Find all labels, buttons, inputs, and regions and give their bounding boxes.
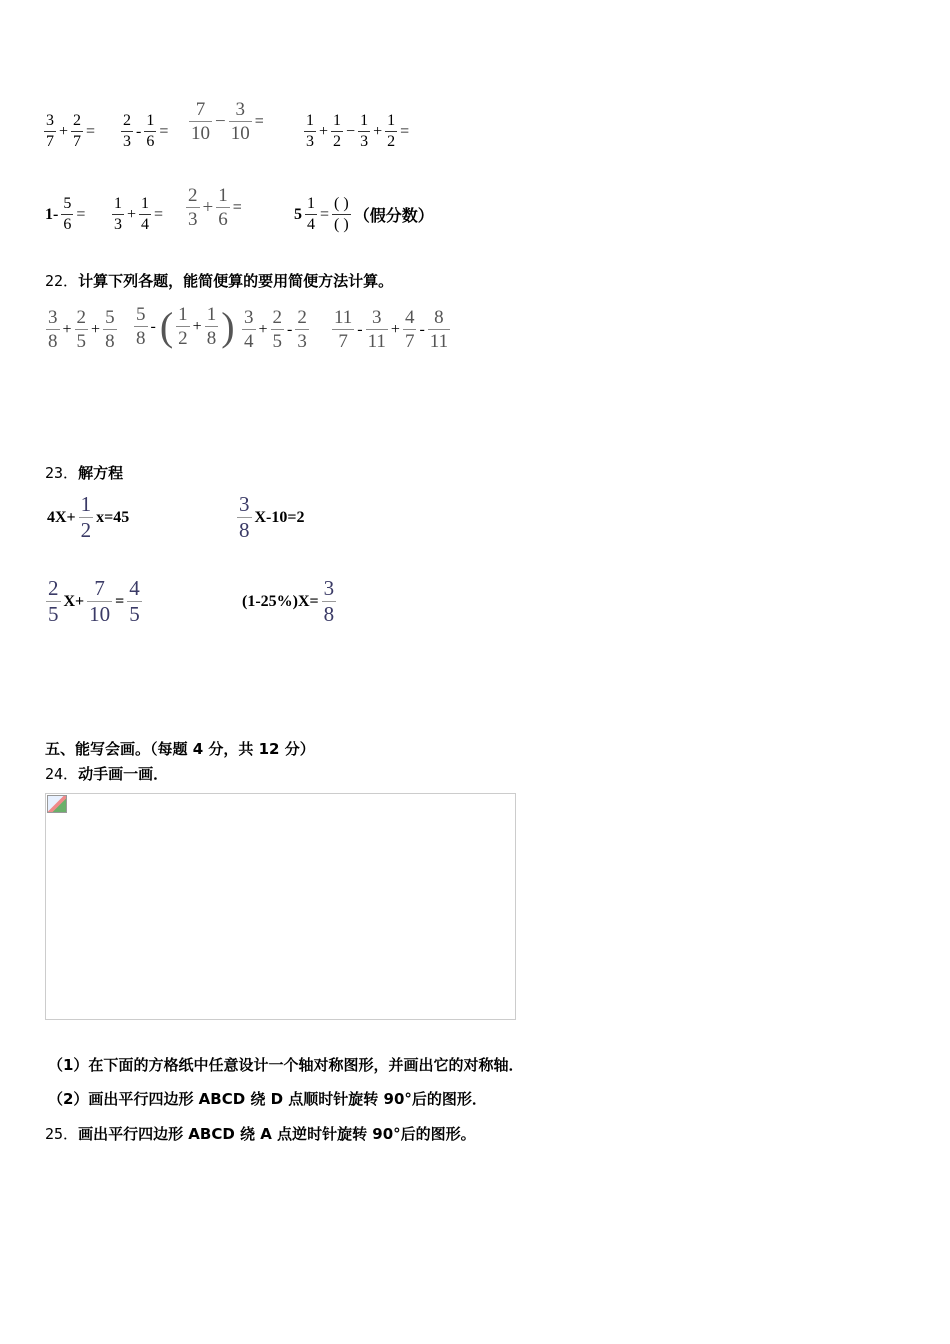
math-expression — [292, 196, 436, 233]
fraction — [295, 308, 309, 351]
numerator: 11 — [334, 307, 353, 328]
q24-text: 动手画一画． — [78, 765, 169, 783]
denominator: 4 — [141, 216, 150, 233]
fraction — [87, 578, 112, 625]
numerator: 3 — [239, 492, 250, 516]
numerator: 2 — [123, 112, 131, 129]
fraction — [46, 578, 61, 625]
denominator: 10 — [191, 123, 210, 144]
operator: x=45 — [96, 508, 130, 526]
math-expression — [241, 308, 310, 351]
numerator: 7 — [195, 99, 206, 120]
numerator: 1 — [141, 195, 150, 212]
operator: + — [127, 205, 137, 223]
operator: = — [86, 122, 96, 140]
numerator: 2 — [188, 185, 198, 206]
numerator: 2 — [73, 112, 82, 129]
denominator: 4 — [307, 216, 315, 233]
fraction — [304, 113, 316, 150]
denominator: 8 — [206, 328, 217, 349]
operator: = — [115, 592, 125, 610]
q25-heading — [45, 1123, 476, 1144]
fraction — [216, 186, 230, 229]
denominator: 5 — [272, 331, 283, 352]
numerator: 1 — [80, 492, 92, 516]
operator: − — [346, 122, 356, 140]
denominator: 11 — [367, 331, 386, 352]
operator: - — [419, 320, 425, 338]
numerator: 4 — [129, 576, 140, 600]
operator: + — [390, 320, 400, 338]
denominator: 6 — [146, 133, 155, 150]
q22-heading — [45, 270, 393, 291]
numerator: 3 — [235, 99, 245, 120]
fraction — [186, 186, 200, 229]
fraction — [385, 113, 397, 150]
denominator: 5 — [76, 331, 87, 352]
math-expression — [43, 113, 97, 150]
broken-image-icon — [47, 795, 67, 813]
operator: 5 — [294, 205, 302, 223]
denominator: 3 — [188, 209, 198, 230]
denominator: 5 — [129, 602, 140, 626]
numerator: 3 — [323, 576, 335, 600]
operator: = — [320, 205, 330, 223]
fraction — [75, 308, 89, 351]
denominator: 8 — [323, 602, 335, 626]
fraction — [332, 308, 354, 351]
math-expression — [43, 196, 87, 233]
denominator: 11 — [429, 331, 449, 352]
operator: + — [373, 122, 383, 140]
operator: = — [154, 205, 164, 223]
denominator: 10 — [89, 602, 111, 626]
numerator: 3 — [48, 307, 58, 328]
denominator: 3 — [360, 133, 369, 150]
fraction — [127, 578, 142, 625]
denominator: 7 — [338, 331, 348, 352]
denominator: 2 — [333, 133, 342, 150]
denominator: 7 — [73, 133, 82, 150]
fraction — [332, 196, 351, 233]
math-expression — [240, 578, 337, 625]
fraction — [121, 113, 133, 150]
q24-heading — [45, 763, 168, 784]
math-expression — [45, 578, 143, 625]
q25-text: 画出平行四边形 ABCD 绕 A 点逆时针旋转 90°后的图形。 — [78, 1125, 476, 1143]
fraction — [139, 196, 151, 233]
fraction — [358, 113, 370, 150]
denominator: 6 — [218, 209, 228, 230]
denominator: 3 — [297, 331, 307, 352]
operator: + — [91, 320, 101, 338]
q22-text: 计算下列各题，能简便算的要用简便方法计算。 — [78, 272, 394, 290]
fraction — [189, 100, 212, 143]
numerator: 1 — [206, 304, 217, 325]
operator: X+ — [63, 592, 85, 610]
numerator: 3 — [46, 112, 54, 129]
q23-heading — [45, 462, 123, 483]
fraction — [205, 305, 219, 348]
numerator: 5 — [136, 304, 146, 325]
math-expression — [133, 303, 237, 350]
numerator: 1 — [387, 112, 396, 129]
math-expression — [188, 100, 266, 143]
numerator: 4 — [404, 307, 415, 328]
numerator: 2 — [48, 576, 59, 600]
operator: ) — [221, 304, 235, 349]
math-expression — [45, 494, 131, 541]
fraction — [144, 113, 156, 150]
numerator: 1 — [114, 195, 122, 212]
operator: = — [232, 198, 242, 216]
math-expression — [111, 196, 165, 233]
fraction — [176, 305, 190, 348]
denominator: ( ) — [334, 216, 349, 233]
math-expression — [185, 186, 244, 229]
math-expression — [303, 113, 411, 150]
denominator: 2 — [387, 133, 396, 150]
operator: = — [76, 205, 86, 223]
operator: - — [150, 317, 156, 335]
denominator: 8 — [239, 518, 250, 542]
numerator: 3 — [244, 307, 254, 328]
fraction — [331, 113, 343, 150]
operator: 1- — [45, 205, 59, 223]
numerator: 2 — [272, 307, 283, 328]
numerator: 3 — [372, 307, 382, 328]
denominator: 8 — [48, 331, 58, 352]
operator: ( — [159, 304, 174, 349]
q24-part-2: （2）画出平行四边形 ABCD 绕 D 点顺时针旋转 90°后的图形． — [48, 1090, 487, 1108]
fraction — [322, 578, 337, 625]
fraction — [271, 308, 285, 351]
denominator: 2 — [178, 328, 188, 349]
denominator: 8 — [136, 328, 146, 349]
denominator: 7 — [46, 133, 54, 150]
denominator: 3 — [123, 133, 131, 150]
denominator: 3 — [114, 216, 122, 233]
numerator: 5 — [105, 307, 115, 328]
numerator: 1 — [306, 112, 314, 129]
fraction — [103, 308, 117, 351]
numerator: 8 — [434, 307, 444, 328]
numerator: ( ) — [334, 195, 349, 212]
operator: X-10=2 — [254, 508, 305, 526]
denominator: 2 — [80, 518, 92, 542]
numerator: 2 — [76, 307, 87, 328]
denominator: 8 — [105, 331, 115, 352]
fraction — [305, 196, 317, 233]
fraction — [237, 494, 252, 541]
numerator: 1 — [333, 112, 342, 129]
q23-text: 解方程 — [78, 464, 124, 482]
fraction — [46, 308, 60, 351]
q22-number: 22． — [45, 272, 79, 290]
numerator: 1 — [178, 304, 188, 325]
fraction — [79, 494, 94, 541]
fraction — [403, 308, 417, 351]
operator: (1-25%)X= — [242, 592, 319, 610]
numerator: 2 — [297, 307, 307, 328]
math-expression — [236, 494, 307, 541]
fraction — [71, 113, 83, 150]
fraction — [242, 308, 256, 351]
operator: = — [159, 122, 169, 140]
operator: - — [136, 122, 142, 140]
denominator: 10 — [230, 123, 250, 144]
q23-number: 23． — [45, 464, 79, 482]
fraction — [61, 196, 73, 233]
numerator: 1 — [218, 185, 228, 206]
math-expression — [120, 113, 170, 150]
math-expression — [331, 308, 451, 351]
numerator: 1 — [146, 112, 155, 129]
fraction — [134, 305, 148, 348]
denominator: 6 — [63, 216, 72, 233]
numerator: 5 — [63, 195, 72, 212]
operator: （假分数） — [353, 208, 434, 225]
fraction — [428, 308, 450, 351]
q24-part-1: （1）在下面的方格纸中任意设计一个轴对称图形，并画出它的对称轴． — [48, 1056, 524, 1074]
fraction — [366, 308, 388, 351]
numerator: 7 — [94, 576, 105, 600]
fraction — [229, 100, 252, 143]
fraction — [112, 196, 124, 233]
denominator: 3 — [306, 133, 314, 150]
numerator: 1 — [307, 195, 315, 212]
operator: + — [202, 196, 214, 218]
numerator: 1 — [360, 112, 369, 129]
operator: + — [319, 122, 329, 140]
denominator: 5 — [48, 602, 59, 626]
denominator: 7 — [404, 331, 415, 352]
q24-number: 24． — [45, 765, 79, 783]
grid-paper-image — [45, 793, 516, 1020]
operator: − — [215, 110, 226, 132]
operator: + — [62, 320, 72, 338]
math-expression — [45, 308, 118, 351]
section-5-heading: 五、能写会画。（每题 4 分，共 12 分） — [45, 740, 315, 758]
operator: = — [400, 122, 410, 140]
denominator: 4 — [244, 331, 254, 352]
operator: + — [59, 122, 69, 140]
q25-number: 25． — [45, 1125, 79, 1143]
operator: = — [254, 112, 264, 130]
operator: 4X+ — [47, 508, 76, 526]
fraction — [44, 113, 56, 150]
operator: + — [258, 320, 268, 338]
operator: + — [192, 317, 202, 335]
operator: - — [357, 320, 363, 338]
operator: - — [287, 320, 293, 338]
